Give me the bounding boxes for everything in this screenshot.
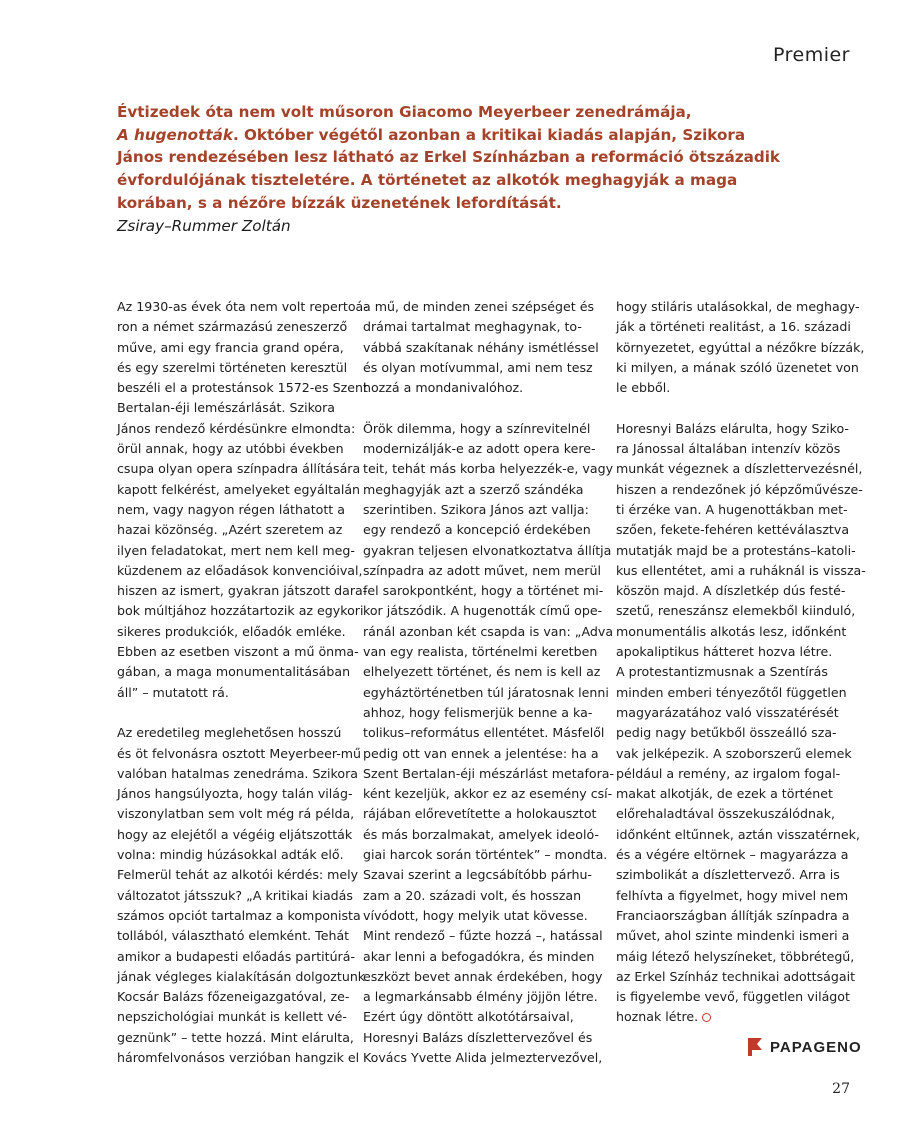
body-line: elhelyezett történet, és nem is kell az: [363, 664, 601, 680]
body-line: minden emberi tényezőtől független: [616, 684, 847, 700]
body-line: változatot játsszuk? „A kritikai kiadás: [117, 887, 353, 903]
body-line: volna: mindig húzásokkal adták elő.: [117, 847, 344, 863]
body-line: beszéli el a protestánsok 1572-es Szent: [117, 380, 368, 396]
body-line: apokaliptikus hátteret hozva létre.: [616, 644, 833, 660]
body-line: meghagyják azt a szerző szándéka: [363, 481, 584, 497]
lead-line: [117, 124, 757, 147]
paragraph-break: [363, 398, 603, 418]
body-line: hiszen a rendezőnek jó képzőművésze-: [616, 481, 863, 497]
lead-line: János rendezésében lesz látható az Erkel Színházban a reformáció ötszázadik: [117, 148, 781, 167]
papageno-flag-icon: [747, 1037, 763, 1057]
lead-line: Évtizedek óta nem volt műsoron Giacomo Meyerbeer zenedrámája,: [117, 103, 692, 121]
body-line: az Erkel Színház technikai adottságait: [616, 968, 856, 984]
body-line: vívódott, hogy melyik utat kövesse.: [363, 907, 588, 923]
body-line: drámai tartalmat meghagynak, to-: [363, 319, 582, 335]
body-line: Az 1930-as évek óta nem volt repertoá-: [117, 299, 368, 314]
body-line: teit, tehát más korba helyezzék-e, vagy: [363, 461, 614, 477]
author-byline: Zsiray–Rummer Zoltán: [117, 216, 291, 235]
paragraph-break: [616, 398, 856, 418]
body-line: János hangsúlyozta, hogy talán világ-: [117, 786, 353, 802]
opera-title: A hugenották: [117, 125, 233, 144]
body-line: tollából, választható elemként. Tehát: [117, 928, 350, 944]
body-line: szetű, reneszánsz elemekből kiinduló,: [616, 603, 856, 619]
body-line: hiszen az ismert, gyakran játszott dara-: [117, 583, 368, 599]
body-line: ron a német származású zeneszerző: [117, 319, 348, 335]
body-line: amikor a budapesti előadás partitúrá-: [117, 948, 355, 964]
body-line: szerintiben. Szikora János azt vallja:: [363, 501, 589, 517]
body-line: számos opciót tartalmaz a komponista: [117, 907, 361, 923]
body-line: és más borzalmakat, amelyek ideoló-: [363, 826, 599, 842]
body-line: mutatják majd be a protestáns–katoli-: [616, 542, 856, 558]
body-line: Kocsár Balázs főzeneigazgatóval, ze-: [117, 989, 350, 1005]
body-line: gyakran teljesen elvonatkoztatva állítja: [363, 542, 612, 558]
body-line: Horesnyi Balázs díszlettervezővel és: [363, 1029, 593, 1045]
body-line: Ezért úgy döntött alkotótársaival,: [363, 1009, 574, 1025]
body-line: és egy szerelmi történeten keresztül: [117, 359, 348, 375]
body-line: felhívta a figyelmet, hogy mivel nem: [616, 887, 849, 903]
body-line: küzdenem az előadások konvencióival,: [117, 562, 363, 578]
body-line: akar lenni a befogadókra, és minden: [363, 948, 595, 964]
body-line: ra Jánossal általában intenzív közös: [616, 441, 841, 457]
body-line: modernizálják-e az adott opera kere-: [363, 441, 596, 457]
body-line: van egy realista, történelmi keretben: [363, 644, 598, 660]
body-line: pedig ott van ennek a jelentése: ha a: [363, 745, 599, 761]
body-line: időnként eltűnnek, aztán visszatérnek,: [616, 826, 860, 842]
body-line: örül annak, hogy az utóbbi években: [117, 441, 344, 457]
body-line: vak jelképezik. A szoborszerű elemek: [616, 745, 852, 761]
brand-name: PAPAGENO: [770, 1038, 862, 1056]
body-line: műve, ami egy francia grand opéra,: [117, 339, 344, 355]
body-line: kus ellentétet, ami a ruháknál is vissza-: [616, 562, 866, 578]
body-line: pedig nagy betűkből összeálló sza-: [616, 725, 837, 741]
lead-line-rest: . Október végétől azonban a kritikai kiadás alapján, Szikora: [232, 125, 746, 144]
body-line: kapott felkérést, amelyeket egyáltalán: [117, 481, 361, 497]
body-line: ják a történeti realitást, a 16. századi: [616, 319, 851, 335]
body-line: például a remény, az irgalom fogal-: [616, 765, 841, 781]
body-line: Szavai szerint a legcsábítóbb párhu-: [363, 867, 592, 883]
body-line: Az eredetileg meglehetősen hosszú: [117, 725, 342, 741]
body-line: és olyan motívummal, ami nem tesz: [363, 359, 593, 375]
body-line: hogy az elejétől a végéig eljátszották: [117, 826, 353, 842]
body-line: ilyen feladatokat, mert nem kell meg-: [117, 542, 355, 558]
body-line: is figyelembe vevő, független világot: [616, 989, 850, 1005]
body-line: sikeres produkciók, előadók emléke.: [117, 623, 346, 639]
body-line: giai harcok során történtek” – mondta.: [363, 847, 608, 863]
body-line: eszközt bevet annak érdekében, hogy: [363, 968, 603, 984]
body-line: hogy stiláris utalásokkal, de meghagy-: [616, 299, 860, 314]
body-line: Franciaországban állítják színpadra a: [616, 907, 850, 923]
body-line: Felmerül tehát az alkotói kérdés: mely: [117, 867, 359, 883]
article-column-2: [363, 297, 615, 1068]
body-line: János rendező kérdésünkre elmondta:: [117, 420, 356, 436]
body-line: ki milyen, a mának szóló üzenetet von: [616, 359, 859, 375]
body-line: háromfelvonásos verzióban hangzik el: [117, 1049, 360, 1065]
body-line: előrehaladtával összekuszálódnak,: [616, 806, 835, 822]
body-line: Bertalan-éji lemészárlását. Szikora: [117, 400, 336, 416]
body-line: Ebben az esetben viszont a mű önma-: [117, 644, 359, 660]
body-line: le ebből.: [616, 380, 671, 396]
article-column-1: [117, 297, 368, 1068]
lead-paragraph: [117, 101, 781, 237]
body-line: viszonylatban sem volt még rá példa,: [117, 806, 355, 822]
body-line: nem, vagy nagyon régen láthatott a: [117, 501, 345, 517]
body-line: ránál azonban két csapda is van: „Adva: [363, 623, 614, 639]
body-line: bok múltjához hozzátartozik az egykori: [117, 603, 364, 619]
body-line: ti érzéke van. A hugenottákban met-: [616, 501, 848, 517]
body-line: egyháztörténetben túl járatosnak lenni: [363, 684, 609, 700]
body-line: egy rendező a koncepció érdekében: [363, 522, 591, 538]
body-line: a mű, de minden zenei szépséget és: [363, 299, 595, 314]
body-line: vábbá szakítanak néhány ismétléssel: [363, 339, 599, 355]
body-line: Kovács Yvette Alida jelmeztervezővel,: [363, 1049, 603, 1065]
body-line: geznünk” – tette hozzá. Mint elárulta,: [117, 1029, 354, 1045]
body-line: munkát végeznek a díszlettervezésnél,: [616, 461, 863, 477]
body-line: hozzá a mondanivalóhoz.: [363, 380, 524, 396]
body-line: színpadra az adott művet, nem merül: [363, 562, 601, 578]
body-line: hazai közönség. „Azért szeretem az: [117, 522, 343, 538]
papageno-logo: [747, 1037, 862, 1057]
body-line: kor játszódik. A hugenották című ope-: [363, 603, 603, 619]
body-line: fel sarokpontként, hogy a történet mi-: [363, 583, 604, 599]
body-line: művet, ahol szinte mindenki ismeri a: [616, 928, 850, 944]
body-line: környezetet, egyúttal a nézőkre bízzák,: [616, 339, 865, 355]
body-line: valóban hatalmas zenedráma. Szikora: [117, 765, 358, 781]
body-line: csupa olyan opera színpadra állítására: [117, 461, 361, 477]
page-number: 27: [832, 1081, 850, 1097]
body-line: köszön majd. A díszletkép dús festé-: [616, 583, 846, 599]
body-line: Örök dilemma, hogy a színrevitelnél: [363, 420, 591, 436]
body-line: jának végleges kialakításán dolgoztunk: [117, 968, 366, 984]
body-line: tolikus–református ellentétet. Másfelől: [363, 725, 605, 741]
body-line: rájában előrevetítette a holokausztot: [363, 806, 597, 822]
body-line: ként kezeljük, akkor ez az esemény csí-: [363, 786, 613, 802]
lead-line: korában, s a nézőre bízzák üzenetének lefordítását.: [117, 193, 562, 212]
body-line: A protestantizmusnak a Szentírás: [616, 664, 828, 680]
body-line: szimbolikát a díszlettervező. Arra is: [616, 867, 840, 883]
body-line: a legmarkánsabb élmény jöjjön létre.: [363, 989, 598, 1005]
body-line: zam a 20. századi volt, és hosszan: [363, 887, 582, 903]
paragraph-break: [117, 703, 357, 723]
body-line: Szent Bertalan-éji mészárlást metafora-: [363, 765, 615, 781]
body-line: monumentális alkotás lesz, időnként: [616, 623, 847, 639]
body-line: ahhoz, hogy felismerjük benne a ka-: [363, 704, 593, 720]
section-label: Premier: [773, 44, 850, 66]
body-line: és a végére eltörnek – magyarázza a: [616, 847, 849, 863]
article-column-3: [616, 297, 866, 1028]
body-line: makat alkotják, de ezek a történet: [616, 786, 833, 802]
body-line: magyarázatához való visszatérését: [616, 704, 839, 720]
end-of-article-circle-icon: [702, 1013, 711, 1022]
body-line: Horesnyi Balázs elárulta, hogy Sziko-: [616, 420, 849, 436]
body-line: áll” – mutatott rá.: [117, 684, 229, 700]
body-line: nepszichológiai munkát is kellett vé-: [117, 1009, 347, 1025]
lead-line: évfordulójának tiszteletére. A történetet az alkotók meghagyják a maga: [117, 171, 738, 190]
body-line: máig létező helyszíneket, többrétegű,: [616, 948, 855, 964]
body-line: és öt felvonásra osztott Meyerbeer-mű: [117, 745, 362, 761]
body-line: hoznak létre.: [616, 1007, 856, 1027]
body-line: Mint rendező – fűzte hozzá –, hatással: [363, 928, 603, 944]
body-line: gában, a maga monumentalitásában: [117, 664, 351, 680]
body-line: szően, fekete-fehéren kettéválasztva: [616, 522, 850, 538]
